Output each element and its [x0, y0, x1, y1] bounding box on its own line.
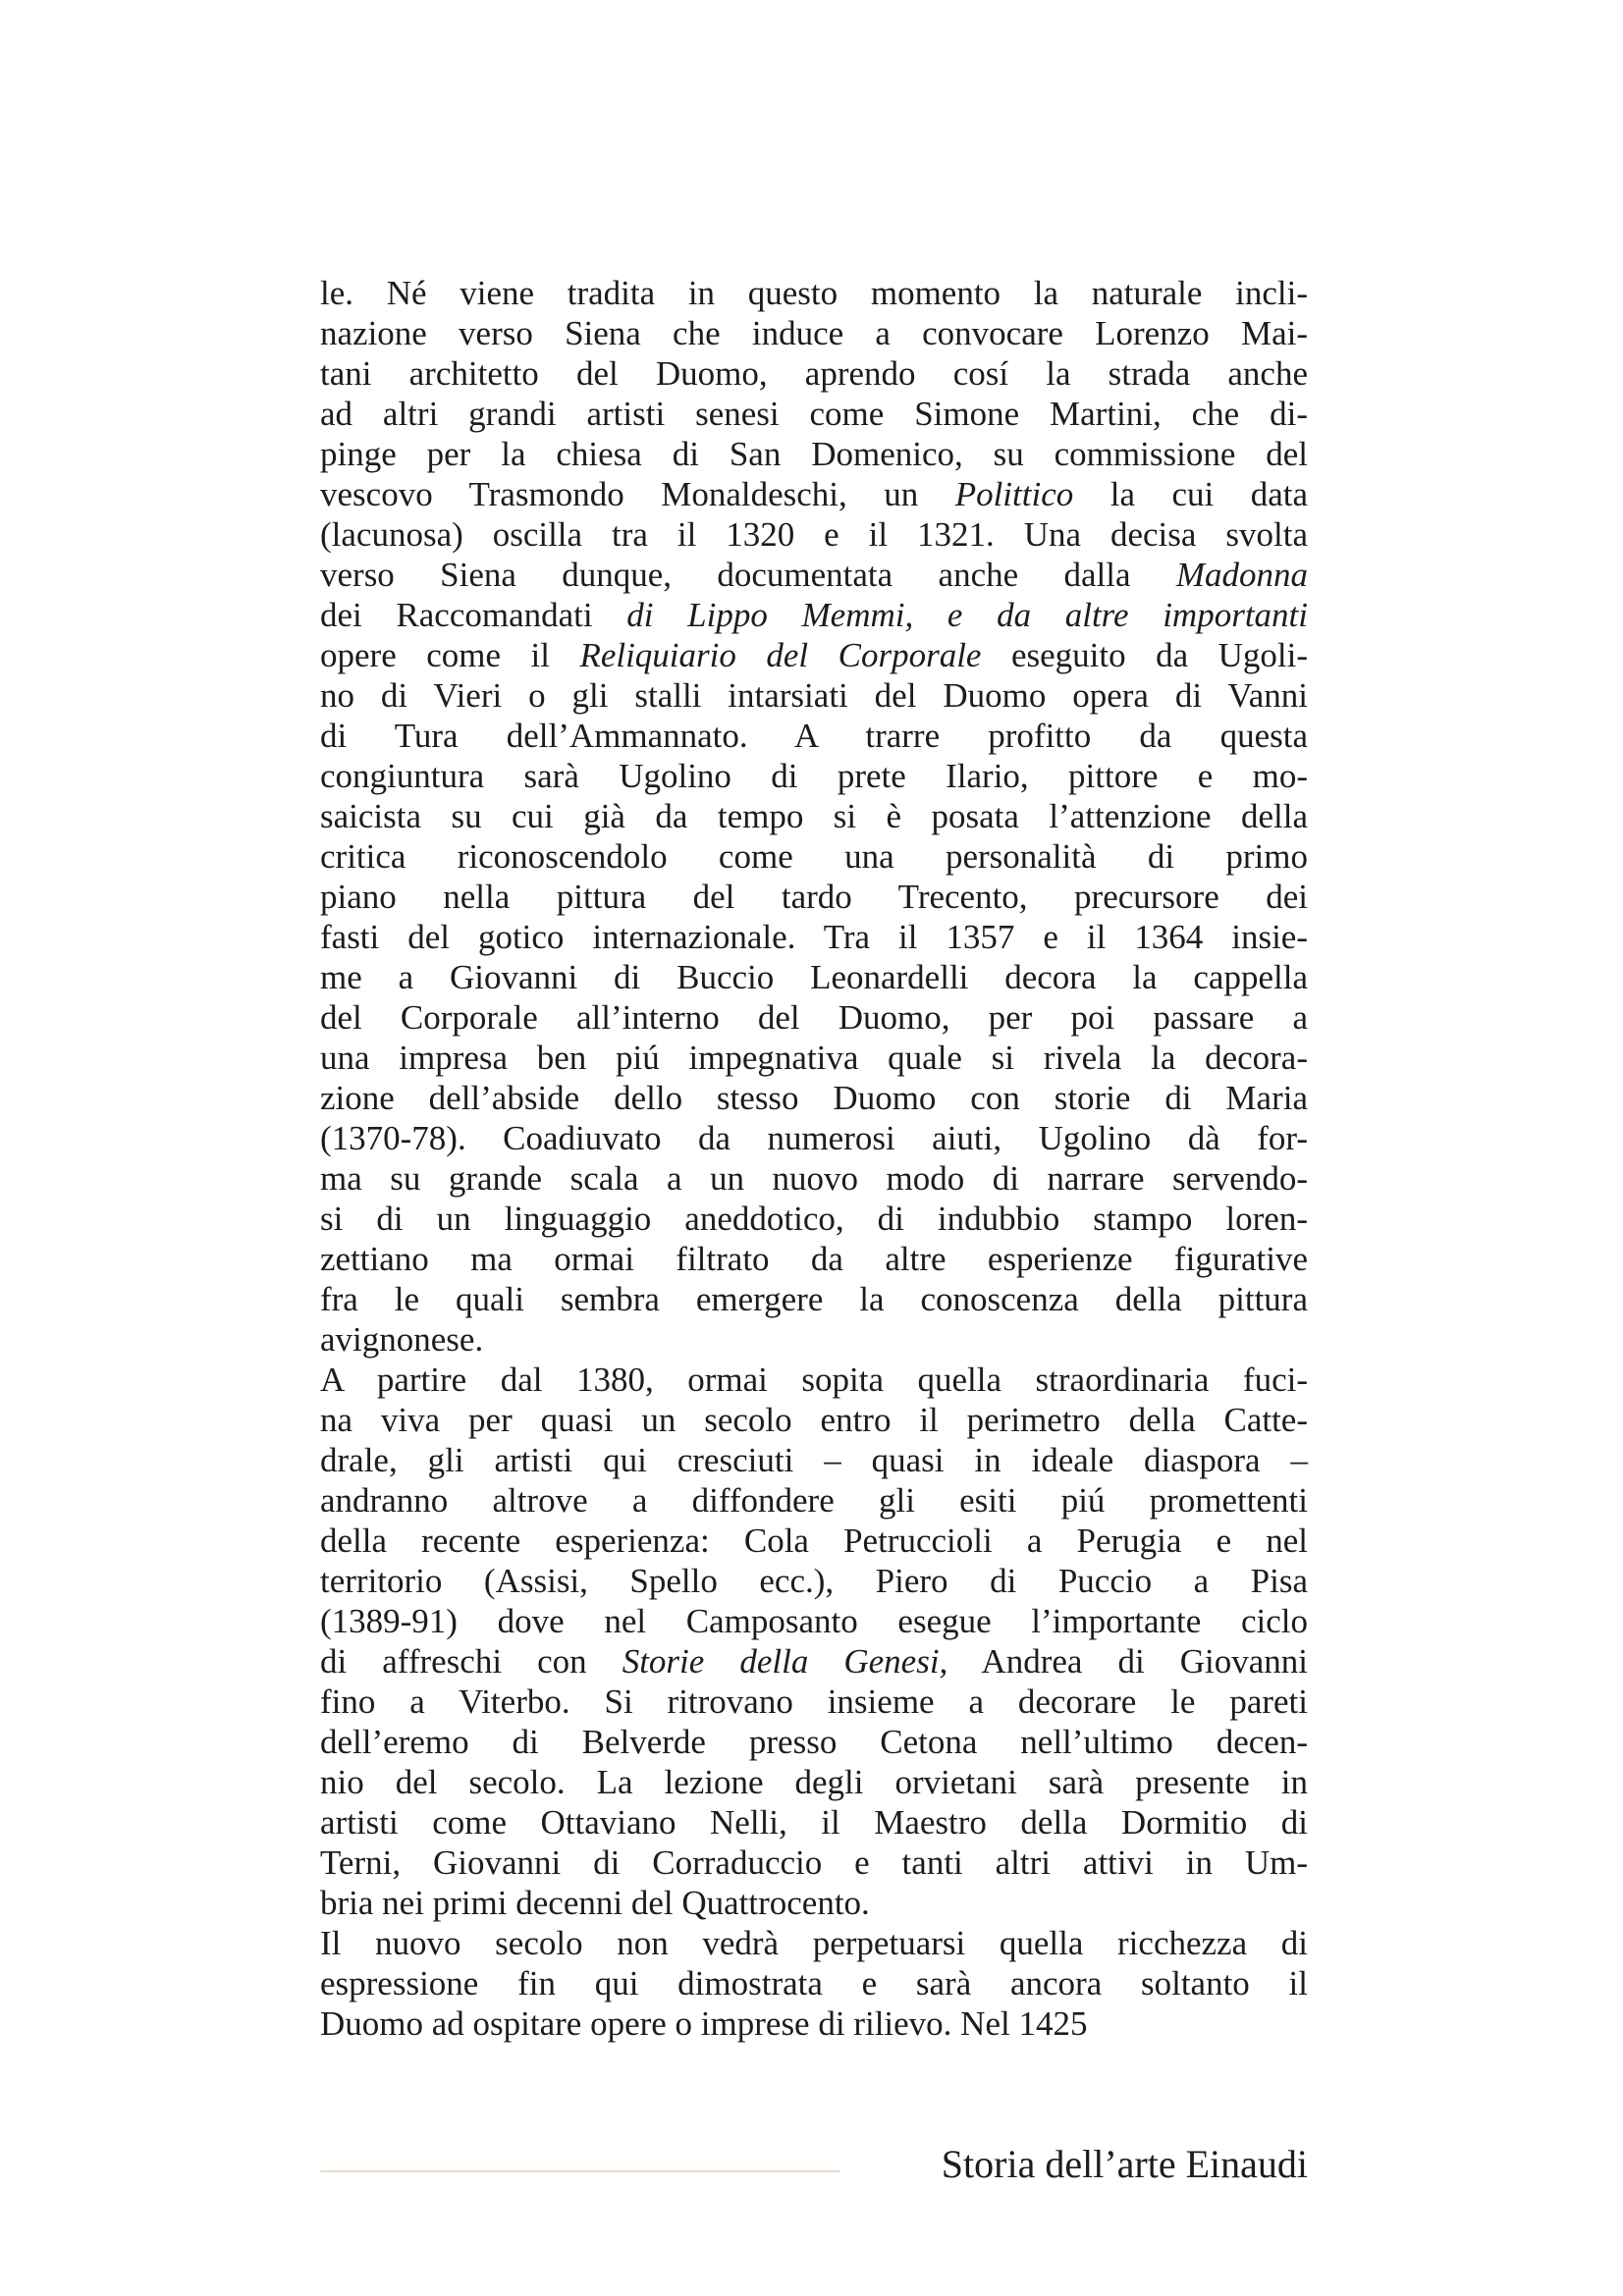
text-line: [320, 434, 1308, 474]
text-segment: pinge per la chiesa di San Domenico, su commissione del: [320, 435, 1308, 473]
text-segment: le. Né viene tradita in questo momento la naturale incli-: [320, 274, 1308, 312]
text-segment: ma su grande scala a un nuovo modo di narrare servendo-: [320, 1159, 1308, 1198]
footer-title: Storia dell’arte Einaudi: [941, 2142, 1308, 2186]
text-segment: vescovo Trasmondo Monaldeschi, un: [320, 475, 955, 513]
text-line: [320, 1762, 1308, 1802]
text-segment: ad altri grandi artisti senesi come Simone Martini, che di-: [320, 395, 1308, 433]
text-segment: bria nei primi decenni del Quattrocento.: [320, 1884, 870, 1922]
text-segment: della recente esperienza: Cola Petruccioli a Perugia e nel: [320, 1522, 1308, 1560]
text-line: [320, 1400, 1308, 1440]
body-text: [320, 273, 1308, 2044]
text-line: [320, 716, 1308, 756]
text-segment: (1370-78). Coadiuvato da numerosi aiuti, Ugolino dà for-: [320, 1119, 1308, 1157]
text-segment: me a Giovanni di Buccio Leonardelli decora la cappella: [320, 958, 1308, 996]
text-line: [320, 1319, 1308, 1360]
text-line: [320, 555, 1308, 595]
text-line: [320, 1802, 1308, 1842]
text-line: [320, 1480, 1308, 1521]
text-line: [320, 1842, 1308, 1883]
italic-title: Polittico: [954, 475, 1074, 513]
text-line: [320, 1521, 1308, 1561]
text-segment: territorio (Assisi, Spello ecc.), Piero di Puccio a Pisa: [320, 1562, 1308, 1600]
text-line: [320, 1078, 1308, 1118]
text-line: [320, 1239, 1308, 1279]
text-line: [320, 1682, 1308, 1722]
text-segment: fra le quali sembra emergere la conoscenza della pittura: [320, 1280, 1308, 1318]
footer-rule: [320, 2170, 840, 2172]
text-segment: congiuntura sarà Ugolino di prete Ilario, pittore e mo-: [320, 757, 1308, 795]
text-line: [320, 1963, 1308, 2003]
text-line: [320, 796, 1308, 836]
text-line: [320, 313, 1308, 353]
text-line: [320, 1722, 1308, 1762]
italic-title: di Lippo Memmi, e da altre importanti: [592, 596, 1308, 634]
text-segment: dell’eremo di Belverde presso Cetona nell’ultimo decen-: [320, 1723, 1308, 1761]
text-line: [320, 997, 1308, 1038]
text-segment: Il nuovo secolo non vedrà perpetuarsi quella ricchezza di: [320, 1924, 1308, 1962]
text-line: [320, 1440, 1308, 1480]
text-segment: no di Vieri o gli stalli intarsiati del Duomo opera di Vanni: [320, 676, 1308, 715]
text-line: [320, 877, 1308, 917]
text-segment: di Tura dell’Ammannato. A trarre profitto da questa: [320, 717, 1308, 755]
text-segment: Terni, Giovanni di Corraduccio e tanti altri attivi in Um-: [320, 1843, 1308, 1882]
text-line: [320, 635, 1308, 675]
text-segment: saicista su cui già da tempo si è posata l’attenzione della: [320, 797, 1308, 835]
text-line: [320, 1279, 1308, 1319]
text-segment: nazione verso Siena che induce a convocare Lorenzo Mai-: [320, 314, 1308, 352]
text-segment: andranno altrove a diffondere gli esiti piú promettenti: [320, 1481, 1308, 1520]
text-line: [320, 394, 1308, 434]
text-segment: si di un linguaggio aneddotico, di indubbio stampo loren-: [320, 1200, 1308, 1238]
text-line: [320, 474, 1308, 514]
text-line: [320, 1158, 1308, 1199]
text-segment: dei Raccomandati: [320, 596, 593, 634]
text-line: [320, 1118, 1308, 1158]
text-line: [320, 1199, 1308, 1239]
text-line: [320, 1883, 1308, 1923]
text-line: [320, 675, 1308, 716]
text-line: [320, 2003, 1308, 2044]
text-segment: drale, gli artisti qui cresciuti – quasi in ideale diaspora –: [320, 1441, 1308, 1479]
text-segment: la cui data: [1073, 475, 1308, 513]
text-line: [320, 1360, 1308, 1400]
text-line: [320, 1923, 1308, 1963]
italic-title: Storie della Genesi,: [622, 1642, 948, 1681]
text-line: [320, 756, 1308, 796]
text-segment: piano nella pittura del tardo Trecento, precursore dei: [320, 878, 1308, 916]
page-footer: [320, 2140, 1308, 2189]
text-segment: zione dell’abside dello stesso Duomo con storie di Maria: [320, 1079, 1308, 1117]
text-segment: (lacunosa) oscilla tra il 1320 e il 1321. Una decisa svolta: [320, 515, 1308, 554]
text-line: [320, 273, 1308, 313]
text-segment: espressione fin qui dimostrata e sarà ancora soltanto il: [320, 1964, 1308, 2002]
text-segment: na viva per quasi un secolo entro il perimetro della Catte-: [320, 1401, 1308, 1439]
text-segment: avignonese.: [320, 1320, 484, 1359]
text-segment: tani architetto del Duomo, aprendo cosí la strada anche: [320, 354, 1308, 393]
text-line: [320, 1641, 1308, 1682]
text-segment: di affreschi con: [320, 1642, 622, 1681]
text-segment: una impresa ben piú impegnativa quale si rivela la decora-: [320, 1039, 1308, 1077]
text-segment: A partire dal 1380, ormai sopita quella straordinaria fuci-: [320, 1361, 1308, 1399]
text-line: [320, 1038, 1308, 1078]
text-segment: Duomo ad ospitare opere o imprese di rilievo. Nel 1425: [320, 2004, 1088, 2043]
text-segment: del Corporale all’interno del Duomo, per poi passare a: [320, 998, 1308, 1037]
italic-title: Madonna: [1175, 556, 1308, 594]
text-line: [320, 1601, 1308, 1641]
text-segment: Andrea di Giovanni: [947, 1642, 1308, 1681]
text-line: [320, 957, 1308, 997]
text-segment: eseguito da Ugoli-: [981, 636, 1308, 674]
text-segment: zettiano ma ormai filtrato da altre esperienze figurative: [320, 1240, 1308, 1278]
italic-title: Reliquiario del Corporale: [579, 636, 982, 674]
text-line: [320, 917, 1308, 957]
text-segment: verso Siena dunque, documentata anche dalla: [320, 556, 1176, 594]
text-segment: artisti come Ottaviano Nelli, il Maestro della Dormitio di: [320, 1803, 1308, 1842]
text-segment: fasti del gotico internazionale. Tra il 1357 e il 1364 insie-: [320, 918, 1308, 956]
text-segment: fino a Viterbo. Si ritrovano insieme a decorare le pareti: [320, 1682, 1308, 1721]
text-segment: nio del secolo. La lezione degli orvietani sarà presente in: [320, 1763, 1308, 1801]
text-segment: (1389-91) dove nel Camposanto esegue l’importante ciclo: [320, 1602, 1308, 1640]
text-line: [320, 836, 1308, 877]
text-segment: critica riconoscendolo come una personalità di primo: [320, 837, 1308, 876]
text-line: [320, 595, 1308, 635]
text-segment: opere come il: [320, 636, 580, 674]
text-line: [320, 353, 1308, 394]
text-line: [320, 1561, 1308, 1601]
text-line: [320, 514, 1308, 555]
